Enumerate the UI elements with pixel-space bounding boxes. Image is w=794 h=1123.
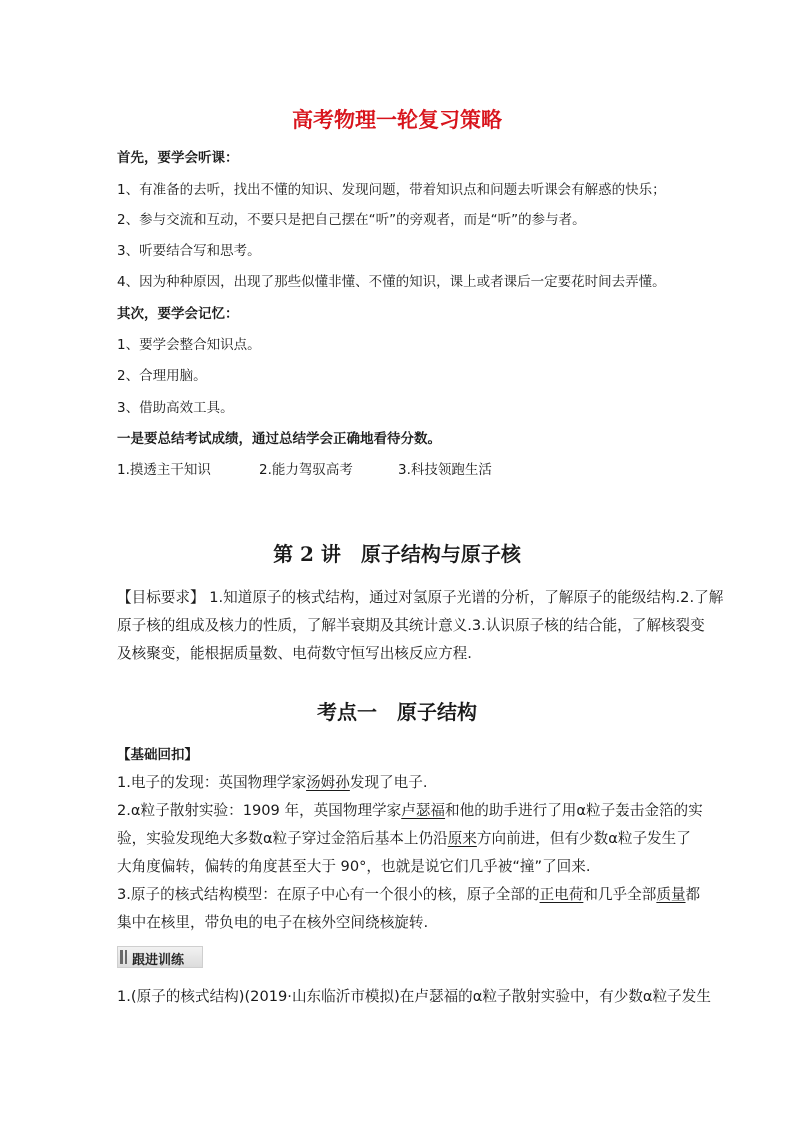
answer-text: 汤姆孙 [306, 774, 350, 791]
lecture-title: 第 2 讲 原子结构与原子核 [273, 542, 521, 566]
bar-marker-icon [125, 950, 127, 964]
paragraph-model-line: 集中在核里，带负电的电子在核外空间绕核旋转. [117, 914, 429, 931]
paragraph-alpha-line [117, 797, 703, 825]
paragraph-alpha-line: 大角度偏转，偏转的角度甚至大于 90°，也就是说它们几乎被“撞”了回来. [117, 858, 591, 875]
text: 2.α粒子散射实验：1909 年，英国物理学家 [117, 802, 402, 819]
bar-marker-icon [120, 950, 123, 964]
text: 发现了电子. [349, 774, 428, 791]
section-heading-listening: 首先，要学会听课： [117, 150, 239, 166]
paragraph-model-line [117, 881, 700, 909]
list-item: 2、合理用脑。 [117, 368, 207, 384]
text: 1.电子的发现：英国物理学家 [117, 774, 307, 791]
answer-text: 质量 [656, 886, 686, 903]
text: 验，实验发现绝大多数α粒子穿过金箔后基本上仍沿 [117, 830, 448, 847]
list-item: 3、听要结合写和思考。 [117, 243, 261, 259]
section-heading-summary: 一是要总结考试成绩，通过总结学会正确地看待分数。 [117, 431, 441, 447]
practice-label: 跟进训练 [132, 953, 185, 968]
answer-text: 正电荷 [539, 886, 584, 903]
list-item: 3、借助高效工具。 [117, 400, 234, 416]
goal-line: 原子核的组成及核力的性质，了解半衰期及其统计意义.3.认识原子核的结合能，了解核裂变 [117, 617, 705, 634]
paragraph-alpha-line [117, 825, 691, 853]
text: 和几乎全部 [583, 886, 657, 903]
goal-line: 及核聚变，能根据质量数、电荷数守恒写出核反应方程. [117, 645, 472, 662]
text: 方向前进，但有少数α粒子发生了 [476, 830, 691, 847]
list-item: 2、参与交流和互动，不要只是把自己摆在“听”的旁观者，而是“听”的参与者。 [117, 212, 586, 228]
list-item: 2.能力驾驭高考 [259, 462, 353, 478]
answer-text: 卢瑟福 [401, 802, 446, 819]
list-item: 4、因为种种原因，出现了那些似懂非懂、不懂的知识，课上或者课后一定要花时间去弄懂。 [117, 274, 666, 290]
practice-header [117, 946, 203, 968]
text: 和他的助手进行了用α粒子轰击金箔的实 [445, 802, 703, 819]
text: 3.原子的核式结构模型：在原子中心有一个很小的核，原子全部的 [117, 886, 540, 903]
list-item: 3.科技领跑生活 [398, 462, 492, 478]
section-heading-memory: 其次，要学会记忆： [117, 306, 239, 322]
document-title: 高考物理一轮复习策略 [292, 108, 502, 132]
list-item: 1.摸透主干知识 [117, 462, 211, 478]
topic-title: 考点一 原子结构 [317, 700, 477, 724]
answer-text: 原来 [447, 830, 477, 847]
basics-label: 【基础回扣】 [117, 747, 198, 763]
text: 都 [685, 886, 701, 903]
list-item: 1、有准备的去听，找出不懂的知识、发现问题，带着知识点和问题去听课会有解惑的快乐； [117, 182, 666, 198]
question-1: 1.(原子的核式结构)(2019·山东临沂市模拟)在卢瑟福的α粒子散射实验中，有少数α粒子发生 [117, 988, 711, 1005]
list-item: 1、要学会整合知识点。 [117, 337, 261, 353]
paragraph-electron [117, 769, 427, 797]
goal-line: 【目标要求】 1.知道原子的核式结构，通过对氢原子光谱的分析，了解原子的能级结构.2.了解 [117, 589, 724, 606]
